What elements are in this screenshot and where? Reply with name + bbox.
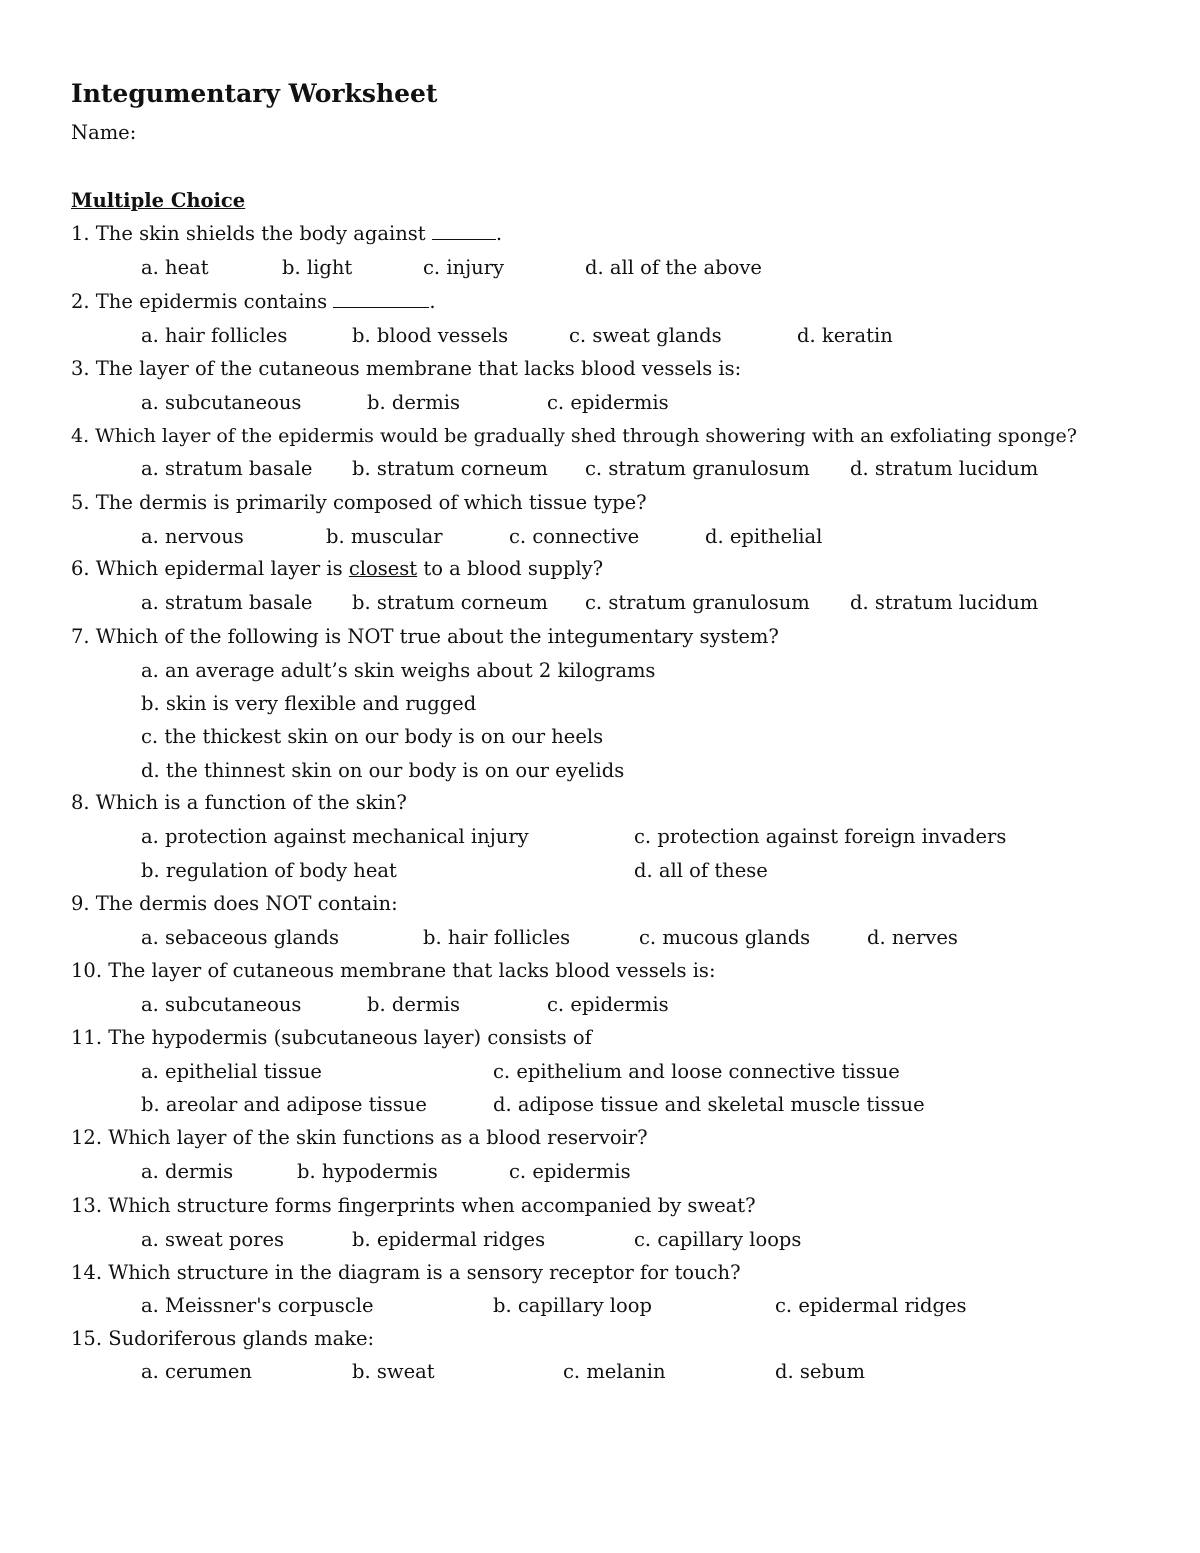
q15-option-a: a. cerumen bbox=[141, 1360, 252, 1383]
answer-blank bbox=[432, 217, 496, 240]
q11-option-b: b. areolar and adipose tissue bbox=[141, 1093, 427, 1116]
q4-option-d: d. stratum lucidum bbox=[850, 457, 1039, 480]
q2-option-b: b. blood vessels bbox=[352, 324, 509, 347]
q7-option-c: c. the thickest skin on our body is on our heels bbox=[141, 725, 604, 748]
question-9: 9. The dermis does NOT contain: bbox=[71, 892, 398, 915]
q6-option-b: b. stratum corneum bbox=[352, 591, 548, 614]
q4-option-c: c. stratum granulosum bbox=[585, 457, 810, 480]
q8-option-c: c. protection against foreign invaders bbox=[634, 825, 1007, 848]
q13-option-a: a. sweat pores bbox=[141, 1228, 285, 1251]
question-14: 14. Which structure in the diagram is a sensory receptor for touch? bbox=[71, 1261, 741, 1284]
q2-option-d: d. keratin bbox=[797, 324, 893, 347]
q5-option-a: a. nervous bbox=[141, 525, 244, 548]
q7-option-d: d. the thinnest skin on our body is on our eyelids bbox=[141, 759, 625, 782]
question-15: 15. Sudoriferous glands make: bbox=[71, 1327, 375, 1350]
q12-option-c: c. epidermis bbox=[509, 1160, 631, 1183]
q7-option-b: b. skin is very flexible and rugged bbox=[141, 692, 477, 715]
q10-option-b: b. dermis bbox=[367, 993, 460, 1016]
q2-option-a: a. hair follicles bbox=[141, 324, 288, 347]
q3-option-a: a. subcutaneous bbox=[141, 391, 302, 414]
q5-option-d: d. epithelial bbox=[705, 525, 823, 548]
question-6-text: 6. Which epidermal layer is bbox=[71, 557, 349, 580]
q3-option-c: c. epidermis bbox=[547, 391, 669, 414]
question-10: 10. The layer of cutaneous membrane that lacks blood vessels is: bbox=[71, 959, 716, 982]
q14-option-a: a. Meissner's corpuscle bbox=[141, 1294, 374, 1317]
q12-option-a: a. dermis bbox=[141, 1160, 234, 1183]
question-13: 13. Which structure forms fingerprints when accompanied by sweat? bbox=[71, 1194, 756, 1217]
q9-option-c: c. mucous glands bbox=[639, 926, 811, 949]
question-1-text: 1. The skin shields the body against bbox=[71, 222, 432, 245]
q11-option-c: c. epithelium and loose connective tissue bbox=[493, 1060, 900, 1083]
q15-option-b: b. sweat bbox=[352, 1360, 435, 1383]
emphasized-word: closest bbox=[348, 557, 418, 580]
q13-option-b: b. epidermal ridges bbox=[352, 1228, 546, 1251]
q1-option-d: d. all of the above bbox=[585, 256, 762, 279]
q5-option-c: c. connective bbox=[509, 525, 640, 548]
q14-option-c: c. epidermal ridges bbox=[775, 1294, 967, 1317]
section-title: Multiple Choice bbox=[71, 189, 246, 212]
q10-option-a: a. subcutaneous bbox=[141, 993, 302, 1016]
q3-option-b: b. dermis bbox=[367, 391, 460, 414]
q5-option-b: b. muscular bbox=[326, 525, 443, 548]
question-2 bbox=[71, 285, 436, 319]
name-label: Name: bbox=[71, 121, 137, 144]
question-2-text: 2. The epidermis contains bbox=[71, 290, 334, 313]
q11-option-a: a. epithelial tissue bbox=[141, 1060, 322, 1083]
q1-option-a: a. heat bbox=[141, 256, 209, 279]
q8-option-a: a. protection against mechanical injury bbox=[141, 825, 529, 848]
question-4: 4. Which layer of the epidermis would be gradually shed through showering with an exfoliating sponge? bbox=[71, 425, 1077, 447]
q9-option-d: d. nerves bbox=[867, 926, 958, 949]
question-6-end: to a blood supply? bbox=[417, 557, 604, 580]
question-6 bbox=[71, 552, 603, 586]
question-7: 7. Which of the following is NOT true about the integumentary system? bbox=[71, 625, 779, 648]
question-1 bbox=[71, 217, 502, 251]
q6-option-d: d. stratum lucidum bbox=[850, 591, 1039, 614]
answer-blank bbox=[333, 285, 429, 308]
q6-option-c: c. stratum granulosum bbox=[585, 591, 810, 614]
question-3: 3. The layer of the cutaneous membrane that lacks blood vessels is: bbox=[71, 357, 742, 380]
question-12: 12. Which layer of the skin functions as a blood reservoir? bbox=[71, 1126, 648, 1149]
q8-option-b: b. regulation of body heat bbox=[141, 859, 397, 882]
q13-option-c: c. capillary loops bbox=[634, 1228, 802, 1251]
question-1-end: . bbox=[495, 222, 503, 245]
q4-option-a: a. stratum basale bbox=[141, 457, 313, 480]
question-5: 5. The dermis is primarily composed of which tissue type? bbox=[71, 491, 647, 514]
q10-option-c: c. epidermis bbox=[547, 993, 669, 1016]
q1-option-c: c. injury bbox=[423, 256, 505, 279]
q15-option-c: c. melanin bbox=[563, 1360, 666, 1383]
q15-option-d: d. sebum bbox=[775, 1360, 865, 1383]
q14-option-b: b. capillary loop bbox=[493, 1294, 652, 1317]
worksheet-title: Integumentary Worksheet bbox=[71, 79, 438, 108]
q12-option-b: b. hypodermis bbox=[297, 1160, 438, 1183]
q1-option-b: b. light bbox=[282, 256, 353, 279]
question-8: 8. Which is a function of the skin? bbox=[71, 791, 407, 814]
q2-option-c: c. sweat glands bbox=[569, 324, 722, 347]
q6-option-a: a. stratum basale bbox=[141, 591, 313, 614]
question-11: 11. The hypodermis (subcutaneous layer) consists of bbox=[71, 1026, 592, 1049]
q11-option-d: d. adipose tissue and skeletal muscle tissue bbox=[493, 1093, 925, 1116]
q8-option-d: d. all of these bbox=[634, 859, 768, 882]
q9-option-b: b. hair follicles bbox=[423, 926, 571, 949]
question-2-end: . bbox=[429, 290, 436, 313]
q7-option-a: a. an average adult’s skin weighs about 2 kilograms bbox=[141, 659, 656, 682]
q4-option-b: b. stratum corneum bbox=[352, 457, 548, 480]
q9-option-a: a. sebaceous glands bbox=[141, 926, 340, 949]
